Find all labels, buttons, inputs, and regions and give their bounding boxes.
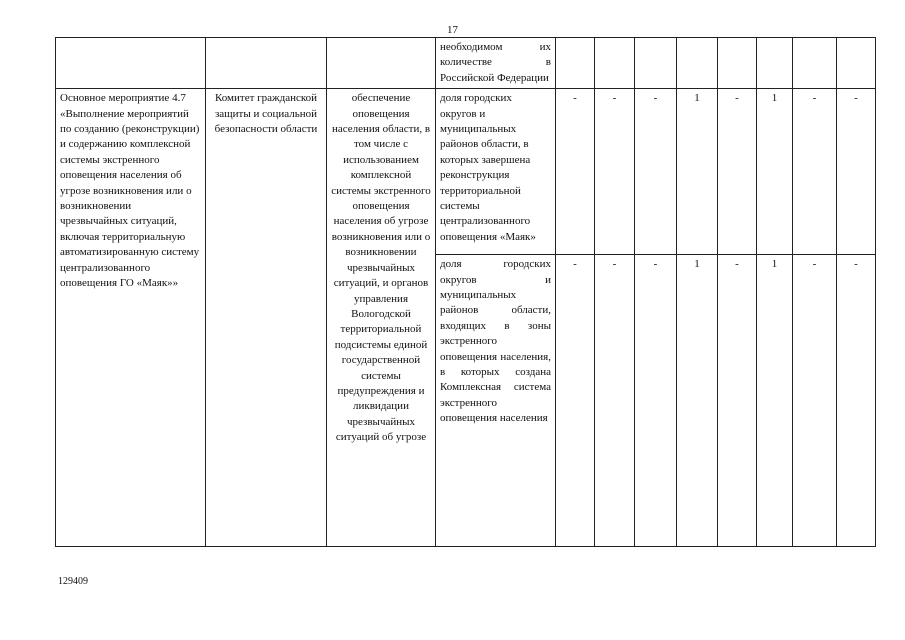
empty-cell bbox=[793, 38, 837, 89]
continuation-indicator: необходимом их количестве в Российской Федерации bbox=[436, 38, 556, 89]
indicator-value: - bbox=[718, 255, 757, 547]
empty-cell bbox=[56, 38, 206, 89]
activity-name: Основное мероприятие 4.7 «Выполнение мероприятий по созданию (реконструкции) и содержанию комплексной системы экстренного оповещения населения об угрозе возникновения или о возникновении чрезвычайных ситуаций, включая территориальную автоматизированную систему централизованного оповещения ГО «Маяк»» bbox=[56, 89, 206, 547]
empty-cell bbox=[635, 38, 677, 89]
empty-cell bbox=[718, 38, 757, 89]
empty-cell bbox=[757, 38, 793, 89]
indicator-value: - bbox=[556, 89, 595, 255]
indicator-value: - bbox=[837, 89, 876, 255]
indicator-value: - bbox=[556, 255, 595, 547]
empty-cell bbox=[595, 38, 635, 89]
page-number: 17 bbox=[447, 24, 458, 36]
indicator-value: 1 bbox=[757, 89, 793, 255]
activity-row-indicator-1 bbox=[56, 89, 876, 255]
indicator-value: - bbox=[718, 89, 757, 255]
activity-executor: Комитет гражданской защиты и социальной безопасности области bbox=[206, 89, 327, 547]
indicator-text: доля городских округов и муниципальных районов области, входящих в зоны экстренного оповещения населения, в которых создана Комплексная система экстренного оповещения населения bbox=[436, 255, 556, 547]
indicator-value: - bbox=[793, 255, 837, 547]
empty-cell bbox=[327, 38, 436, 89]
indicator-value: - bbox=[837, 255, 876, 547]
indicator-value: - bbox=[595, 89, 635, 255]
activities-table bbox=[55, 37, 876, 547]
indicator-value: 1 bbox=[677, 89, 718, 255]
indicator-value: - bbox=[635, 89, 677, 255]
indicator-value: 1 bbox=[677, 255, 718, 547]
indicator-value: - bbox=[635, 255, 677, 547]
empty-cell bbox=[556, 38, 595, 89]
footer-code: 129409 bbox=[58, 576, 88, 587]
activity-goal: обеспечение оповещения населения области, в том числе с использованием комплексной системы экстренного оповещения населения об угрозе возникновения или о возникновении чрезвычайных ситуаций, и органов управления Вологодской территориальной подсистемы единой государственной системы предупреждения и ликвидации чрезвычайных ситуаций об угрозе bbox=[327, 89, 436, 547]
indicator-value: 1 bbox=[757, 255, 793, 547]
indicator-value: - bbox=[595, 255, 635, 547]
empty-cell bbox=[206, 38, 327, 89]
empty-cell bbox=[677, 38, 718, 89]
continuation-row bbox=[56, 38, 876, 89]
indicator-text: доля городских округов и муниципальных районов области, в которых завершена реконструкция территориальной системы централизованного оповещения «Маяк» bbox=[436, 89, 556, 255]
indicator-value: - bbox=[793, 89, 837, 255]
empty-cell bbox=[837, 38, 876, 89]
